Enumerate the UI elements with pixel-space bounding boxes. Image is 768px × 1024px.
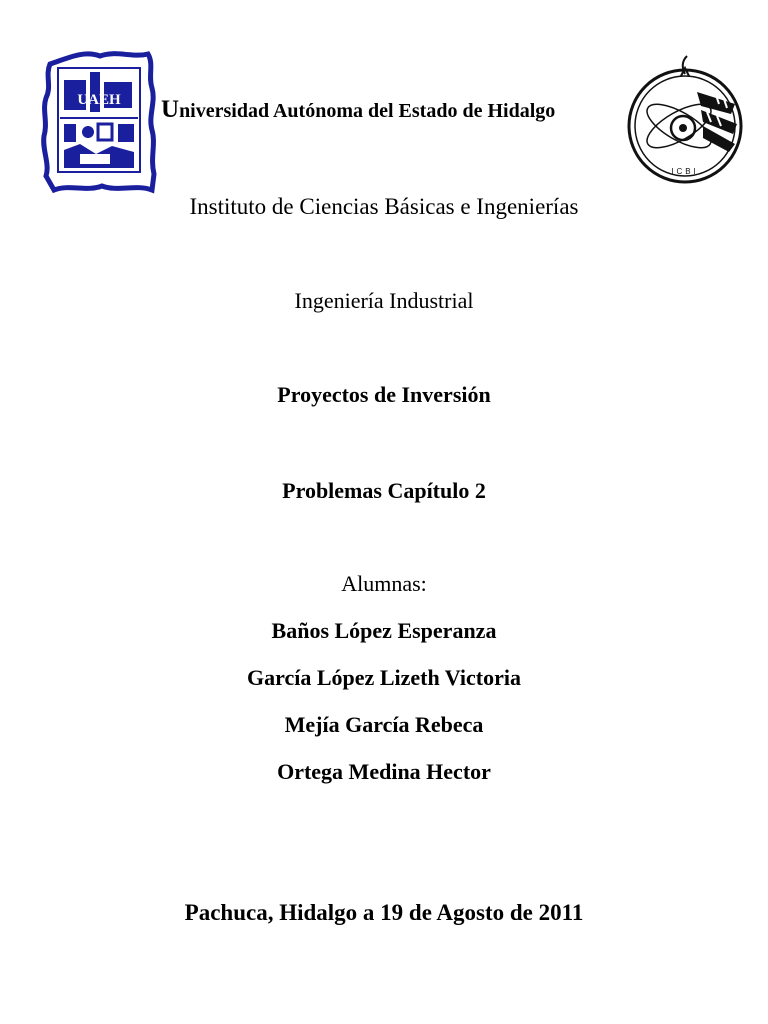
icbi-emblem-logo (623, 52, 747, 190)
icbi-logo-lettering: ICBI (671, 167, 699, 176)
university-name (161, 96, 621, 124)
uaeh-crest-logo (40, 46, 158, 194)
student-name: García López Lizeth Victoria (247, 665, 521, 690)
student-name: Ortega Medina Hector (277, 759, 491, 784)
place-and-date: Pachuca, Hidalgo a 19 de Agosto de 2011 (184, 900, 584, 925)
assignment-title: Problemas Capítulo 2 (282, 478, 486, 503)
institute-name: Instituto de Ciencias Básicas e Ingenierías (189, 194, 579, 219)
university-name-rest: niversidad Autónoma del Estado de Hidalgo (179, 100, 556, 122)
program-name: Ingeniería Industrial (294, 288, 474, 313)
student-name: Baños López Esperanza (271, 618, 497, 643)
uaeh-logo-lettering: UAEH (77, 92, 121, 108)
students-label: Alumnas: (341, 571, 427, 596)
course-title: Proyectos de Inversión (277, 382, 491, 407)
student-name: Mejía García Rebeca (284, 712, 484, 737)
university-name-initial: U (161, 96, 180, 123)
